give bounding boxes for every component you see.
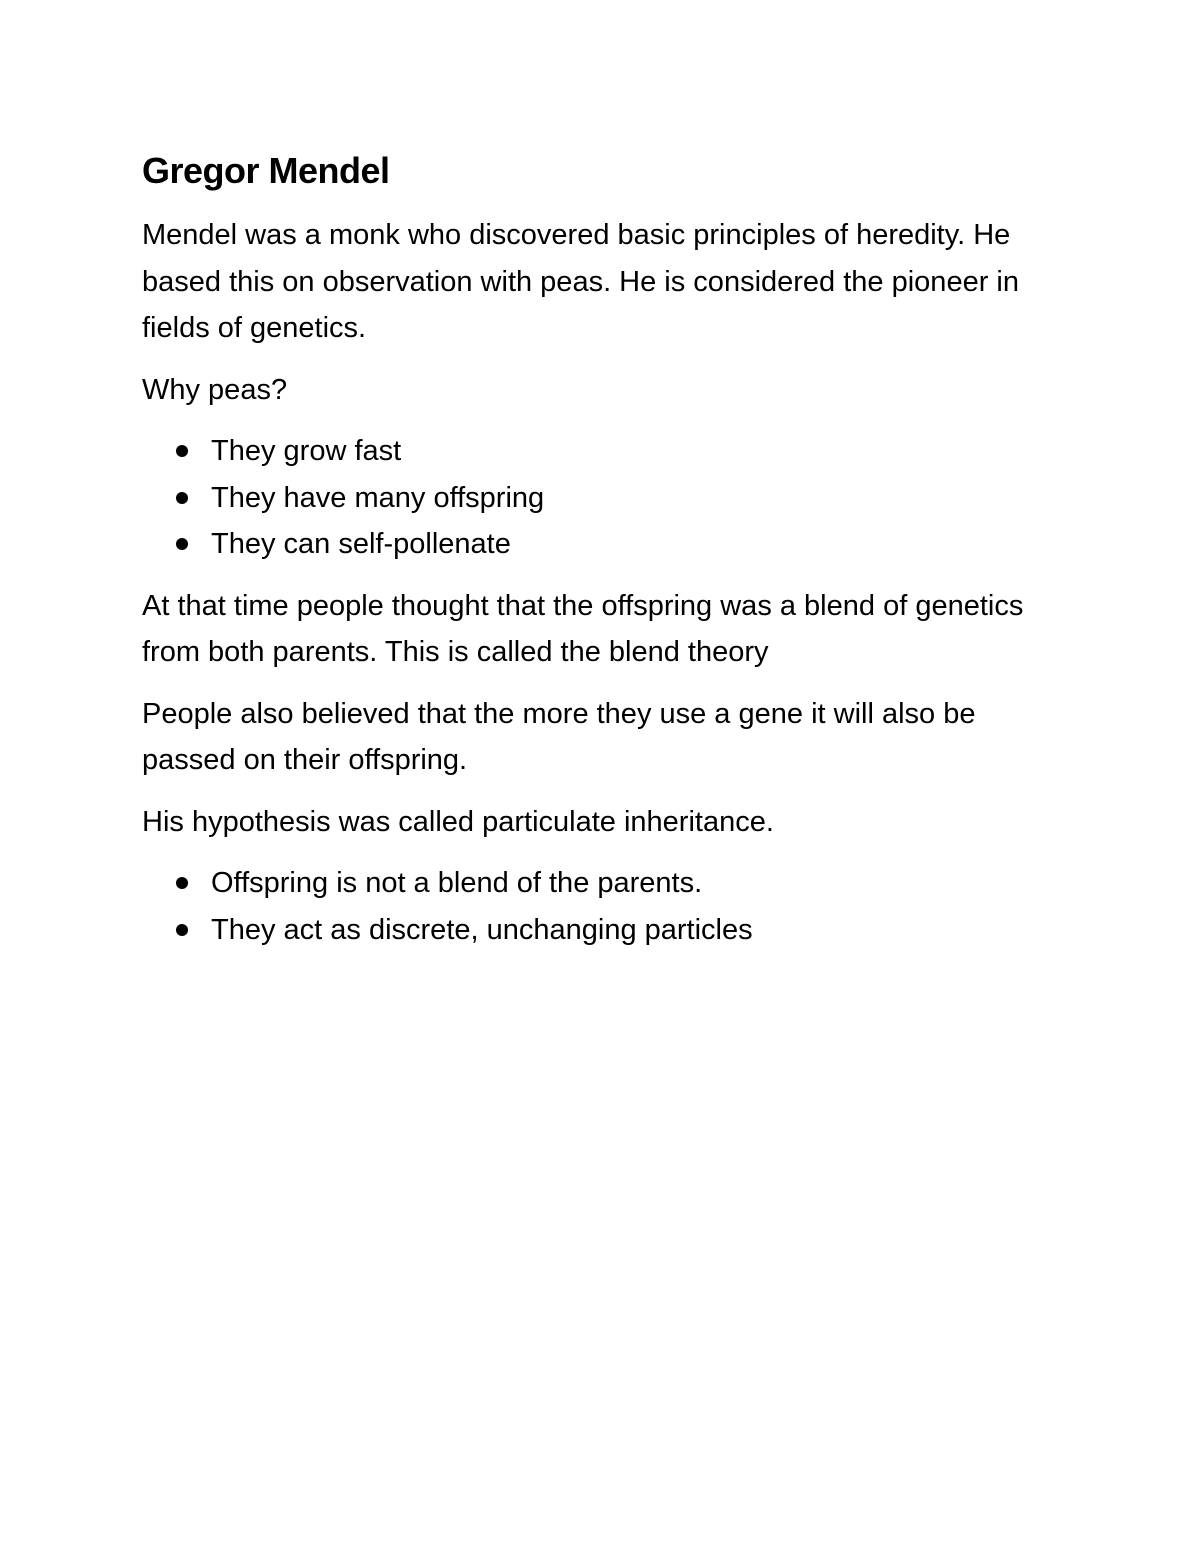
- list-item: [142, 860, 1042, 907]
- list-item: [142, 475, 1042, 522]
- bullet-icon: [176, 924, 188, 936]
- list-item: [142, 907, 1042, 954]
- bullet-icon: [176, 877, 188, 889]
- document-body: [142, 146, 1042, 968]
- intro-paragraph: Mendel was a monk who discovered basic principles of heredity. He based this on observation with peas. He is considered the pioneer in fields of genetics.: [142, 219, 1019, 344]
- gene-use-paragraph: People also believed that the more they use a gene it will also be passed on their offspring.: [142, 697, 976, 776]
- bullet-icon: [176, 492, 188, 504]
- list-item-text: Offspring is not a blend of the parents.: [211, 867, 703, 899]
- list-item-text: They have many offspring: [211, 481, 545, 514]
- hypothesis-list: [142, 860, 1042, 953]
- list-item-text: They grow fast: [211, 435, 402, 467]
- bullet-icon: [176, 538, 188, 550]
- bullet-icon: [176, 445, 188, 457]
- list-item-text: They can self-pollenate: [211, 528, 511, 560]
- page-title: Gregor Mendel: [142, 150, 390, 191]
- blend-theory-paragraph: At that time people thought that the offspring was a blend of genetics from both parents. This is called the blend theory: [142, 589, 1024, 668]
- why-peas-heading: Why peas?: [142, 373, 288, 406]
- list-item: [142, 428, 1042, 475]
- why-peas-list: [142, 428, 1042, 568]
- hypothesis-heading: His hypothesis was called particulate inheritance.: [142, 805, 774, 838]
- list-item: [142, 521, 1042, 568]
- list-item-text: They act as discrete, unchanging particles: [211, 913, 753, 946]
